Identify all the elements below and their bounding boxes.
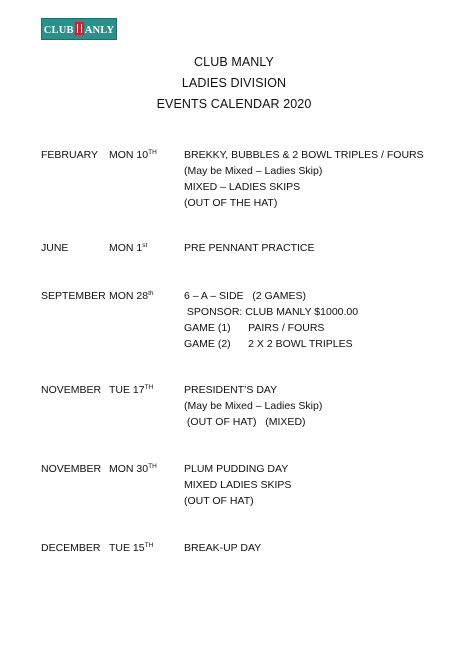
event-detail-line: (OUT OF THE HAT) <box>184 197 278 209</box>
event-detail-line: MIXED – LADIES SKIPS <box>184 181 301 193</box>
event-detail-line: 6 – A – SIDE (2 GAMES) <box>184 290 306 302</box>
event-details <box>184 147 454 211</box>
event-detail-line: GAME (1) PAIRS / FOURS <box>184 322 325 334</box>
event-day-suffix: TH <box>148 463 157 470</box>
event-detail-line: (OUT OF HAT) <box>184 495 254 507</box>
event-month: FEBRUARY <box>41 149 98 161</box>
logo-text <box>44 22 115 36</box>
event-details <box>184 461 454 509</box>
event-detail-line: (May be Mixed – Ladies Skip) <box>184 165 323 177</box>
event-details <box>184 382 454 430</box>
event-day-suffix: th <box>148 290 154 297</box>
event-detail-line: PRE PENNANT PRACTICE <box>184 242 315 254</box>
event-day-number: MON 30 <box>109 463 149 475</box>
event-day-suffix: TH <box>148 149 157 156</box>
event-day-suffix: TH <box>144 384 154 391</box>
event-day <box>109 540 153 556</box>
event-detail-line: MIXED LADIES SKIPS <box>184 479 292 491</box>
document-title <box>0 52 468 115</box>
event-detail-line: GAME (2) 2 X 2 BOWL TRIPLES <box>184 338 353 350</box>
event-day-number: MON 10 <box>109 149 149 161</box>
event-details <box>184 288 454 352</box>
event-day <box>109 147 157 163</box>
event-detail-line: (OUT OF HAT) (MIXED) <box>184 416 306 428</box>
event-day-number: TUE 15 <box>109 542 145 554</box>
club-manly-logo <box>41 18 117 40</box>
title-calendar: EVENTS CALENDAR 2020 <box>156 97 312 111</box>
event-day-suffix: st <box>142 242 148 249</box>
event-month: DECEMBER <box>41 542 101 554</box>
event-day <box>109 288 154 304</box>
event-day-suffix: TH <box>144 542 154 549</box>
event-day-number: TUE 17 <box>109 384 145 396</box>
logo-text-right: ANLY <box>84 25 115 36</box>
event-day-number: MON 1 <box>109 242 143 254</box>
event-details <box>184 540 454 556</box>
title-division: LADIES DIVISION <box>181 76 287 90</box>
event-detail-line: BREKKY, BUBBLES & 2 BOWL TRIPLES / FOURS <box>184 149 424 161</box>
event-month: SEPTEMBER <box>41 290 106 302</box>
event-detail-line: BREAK-UP DAY <box>184 542 262 554</box>
event-day <box>109 240 147 256</box>
logo-text-left: CLUB <box>43 25 74 36</box>
event-details <box>184 240 454 256</box>
event-day <box>109 382 153 398</box>
event-month: NOVEMBER <box>41 384 102 396</box>
event-detail-line: PLUM PUDDING DAY <box>184 463 289 475</box>
event-detail-line: SPONSOR: CLUB MANLY $1000.00 <box>184 306 359 318</box>
event-month: NOVEMBER <box>41 463 102 475</box>
event-day <box>109 461 157 477</box>
event-detail-line: (May be Mixed – Ladies Skip) <box>184 400 323 412</box>
event-day-number: MON 28 <box>109 290 149 302</box>
title-club-name: CLUB MANLY <box>194 55 274 69</box>
event-month: JUNE <box>41 242 69 254</box>
logo-mark-icon <box>75 22 84 35</box>
event-detail-line: PRESIDENT’S DAY <box>184 384 278 396</box>
